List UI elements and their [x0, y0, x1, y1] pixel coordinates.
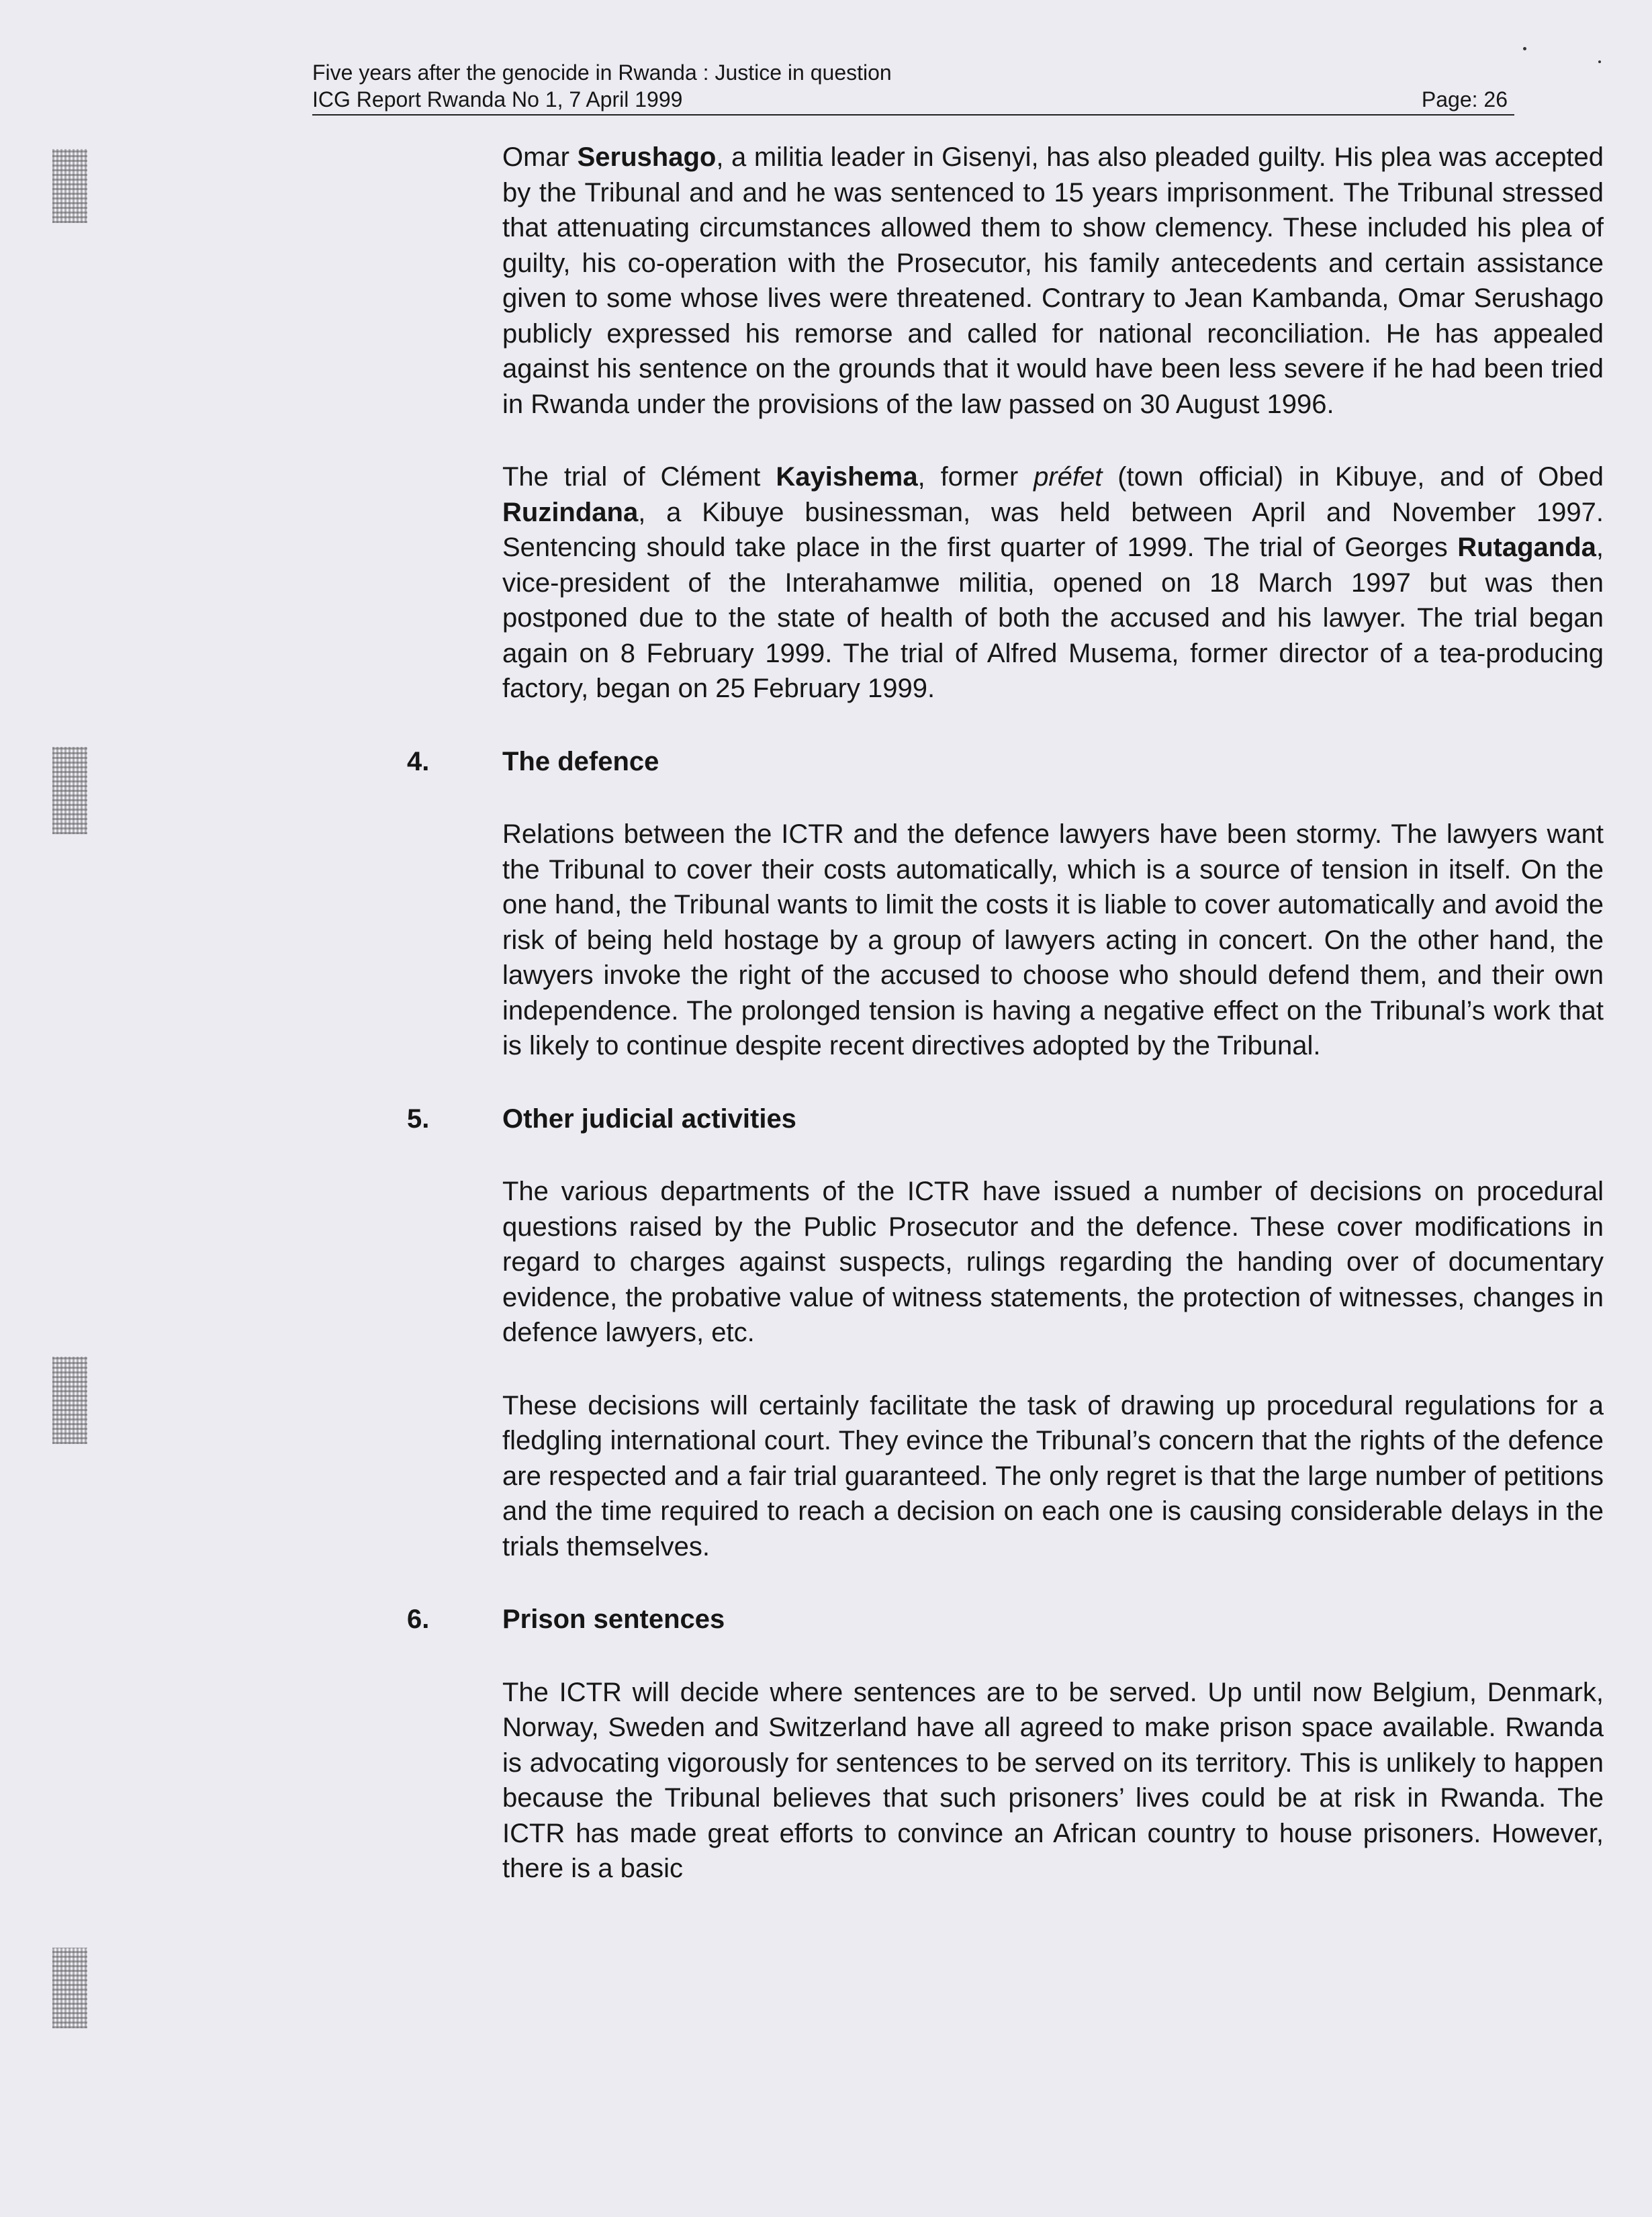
section-heading-prison	[407, 1602, 1604, 1637]
name-kayishema: Kayishema	[776, 462, 918, 492]
scan-speck	[1523, 47, 1526, 50]
section-number: 5.	[407, 1103, 430, 1134]
text-run: The trial of Clément	[502, 462, 776, 492]
scan-speck	[1598, 60, 1601, 63]
name-rutaganda: Rutaganda	[1457, 533, 1596, 562]
name-serushago: Serushago	[577, 142, 717, 172]
binder-mark-2	[52, 747, 87, 834]
paragraph-regulations: These decisions will certainly facilitate the task of drawing up procedural regulations for a fledgling international court. They evince the Tribunal’s concern that the rights of the defence are respected and a fair trial guaranteed. The only regret is that the large number of petitions and the time required to reach a decision on each one is causing considerable delays in the trials themselves.	[502, 1390, 1604, 1562]
document-body	[407, 140, 1604, 1887]
header-line	[312, 86, 1514, 116]
page-header	[312, 59, 1514, 116]
name-ruzindana: Ruzindana	[502, 497, 639, 527]
binder-mark-3	[52, 1357, 87, 1444]
text-run: , former	[917, 462, 1034, 492]
text-run: , a militia leader in Gisenyi, has also pleaded guilty. His plea was accepted by the Tribunal and and he was sentenced to 15 years imprisonment. The Tribunal stressed that attenuating circumstances allowed them to show clemency. These included his plea of guilty, his co-operation with the Prosecutor, his family antecedents and certain assistance given to some whose lives were threatened. Contrary to Jean Kambanda, Omar Serushago publicly expressed his remorse and called for national reconciliation. He has appealed against his sentence on the grounds that it would have been less severe if he had been tried in Rwanda under the provisions of the law passed on 30 August 1996.	[502, 142, 1604, 419]
section-heading-defence	[407, 744, 1604, 780]
section-title: The defence	[502, 746, 659, 776]
paragraph-trials	[502, 459, 1604, 707]
term-prefet: préfet	[1034, 462, 1103, 492]
section-number: 4.	[407, 746, 430, 776]
text-run: (town official) in Kibuye, and of Obed	[1102, 462, 1604, 492]
paragraph-serushago	[502, 140, 1604, 422]
page-number: Page: 26	[1421, 87, 1508, 111]
paragraph-prison: The ICTR will decide where sentences are to be served. Up until now Belgium, Denmark, Norway, Sweden and Switzerland have all agreed to make prison space available. Rwanda is advocating vigorously for sentences to be served on its territory. This is unlikely to happen because the Tribunal believes that such prisoners’ lives could be at risk in Rwanda. The ICTR has made great efforts to convince an African country to house prisoners. However, there is a basic	[502, 1677, 1604, 1883]
binder-mark-4	[52, 1948, 87, 2028]
section-number: 6.	[407, 1604, 430, 1634]
text-run: Omar	[502, 142, 578, 172]
section-title: Other judicial activities	[502, 1103, 796, 1134]
text-run: , vice-president of the Interahamwe militia, opened on 18 March 1997 but was then postponed due to the state of health of both the accused and his lawyer. The trial began again on 8 February 1999. The trial of Alfred Musema, former director of a tea-producing factory, began on 25 February 1999.	[502, 533, 1604, 703]
header-title: Five years after the genocide in Rwanda : Justice in question	[312, 60, 892, 85]
section-heading-judicial	[407, 1101, 1604, 1137]
section-title: Prison sentences	[502, 1604, 725, 1634]
paragraph-decisions: The various departments of the ICTR have issued a number of decisions on procedural questions raised by the Public Prosecutor and the defence. These cover modifications in regard to charges against suspects, rulings regarding the handing over of documentary evidence, the probative value of witness statements, the protection of witnesses, changes in defence lawyers, etc.	[502, 1177, 1604, 1347]
text-run: , a Kibuye businessman, was held between April and November 1997. Sentencing should take place in the first quarter of 1999. The trial of Georges	[502, 497, 1604, 562]
paragraph-defence: Relations between the ICTR and the defence lawyers have been stormy. The lawyers want the Tribunal to cover their costs automatically, which is a source of tension in itself. On the one hand, the Tribunal wants to limit the costs it is liable to cover automatically and avoid the risk of being held hostage by a group of lawyers acting in concert. On the other hand, the lawyers invoke the right of the accused to choose who should defend them, and their own independence. The prolonged tension is having a negative effect on the Tribunal’s work that is likely to continue despite recent directives adopted by the Tribunal.	[502, 819, 1604, 1060]
binder-mark-1	[52, 149, 87, 223]
header-report: ICG Report Rwanda No 1, 7 April 1999	[312, 87, 683, 111]
